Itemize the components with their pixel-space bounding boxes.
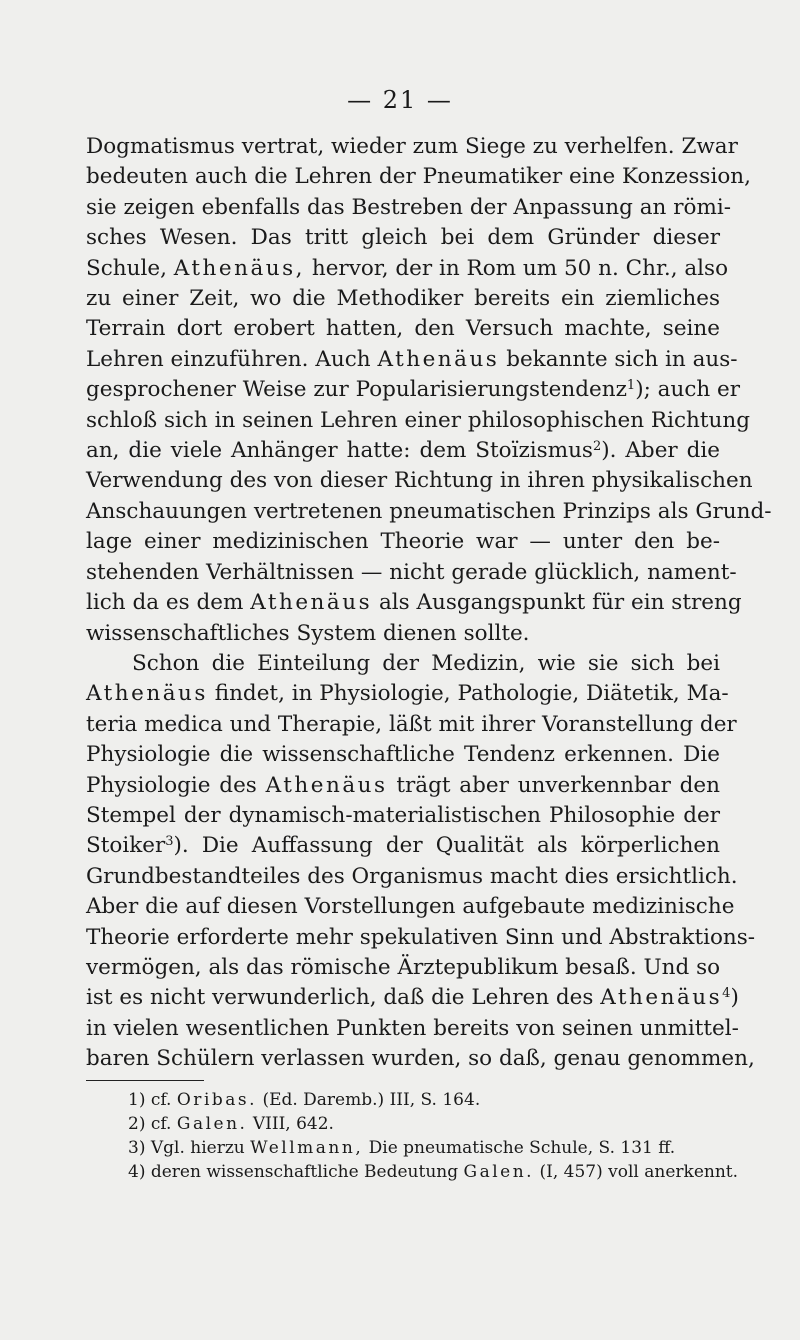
text-line: Verwendung des von dieser Richtung in ihren physikalischen: [86, 468, 753, 494]
footnote: 2) cf. Galen. VIII, 642.: [128, 1114, 334, 1134]
spaced-name: Athenäus: [265, 772, 388, 798]
text-line: Lehren einzuführen. Auch Athenäus bekannte sich in aus-: [86, 346, 738, 372]
text-line: sie zeigen ebenfalls das Bestreben der Anpassung an römi-: [86, 194, 731, 220]
footnote: 3) Vgl. hierzu Wellmann, Die pneumatische Schule, S. 131 ff.: [128, 1138, 676, 1158]
text-line: Aber die auf diesen Vorstellungen aufgebaute medizinische: [86, 894, 735, 920]
text-line: Stoiker$^3$). Die Auffassung der Qualität als körperlichen: [86, 833, 720, 859]
paragraph-1: [86, 132, 772, 649]
footnote-ref: 1: [626, 378, 636, 394]
footnote: 1) cf. Oribas. (Ed. Daremb.) III, S. 164.: [128, 1090, 481, 1110]
spaced-name: Galen.: [176, 1114, 248, 1134]
footnote-divider: [86, 1080, 204, 1081]
spaced-name: Wellmann,: [250, 1138, 364, 1158]
spaced-name: Athenäus: [86, 681, 208, 707]
text-line: teria medica und Therapie, läßt mit ihrer Voranstellung der: [86, 711, 737, 737]
spaced-name: Galen.: [463, 1162, 535, 1182]
text-line: in vielen wesentlichen Punkten bereits von seinen unmittel-: [86, 1015, 739, 1041]
text-line: Athenäus findet, in Physiologie, Pathologie, Diätetik, Ma-: [86, 681, 729, 707]
text-line: Terrain dort erobert hatten, den Versuch machte, seine: [86, 316, 720, 342]
text-line: Physiologie die wissenschaftliche Tendenz erkennen. Die: [86, 742, 720, 768]
text-line: Grundbestandteiles des Organismus macht dies ersichtlich.: [86, 863, 738, 889]
text-line: lage einer medizinischen Theorie war — unter den be-: [86, 529, 720, 555]
spaced-name: Athenäus: [250, 590, 373, 616]
text-line: baren Schülern verlassen wurden, so daß, genau genommen,: [86, 1046, 755, 1072]
text-line: Stempel der dynamisch-materialistischen Philosophie der: [86, 802, 720, 828]
paragraph-2: [86, 649, 756, 1075]
text-line: Schon die Einteilung der Medizin, wie sie sich bei: [132, 650, 720, 676]
text-line: vermögen, als das römische Ärztepublikum besaß. Und so: [86, 954, 721, 980]
text-line: bedeuten auch die Lehren der Pneumatiker eine Konzession,: [86, 164, 751, 190]
text-line: zu einer Zeit, wo die Methodiker bereits ein ziemliches: [86, 286, 720, 312]
text-line: Anschauungen vertretenen pneumatischen Prinzips als Grund-: [86, 498, 772, 524]
footnote-ref: 2: [592, 439, 602, 455]
text-line: wissenschaftliches System dienen sollte.: [86, 620, 530, 646]
text-line: ist es nicht verwunderlich, daß die Lehren des Athenäus$^4$): [86, 985, 739, 1011]
text-line: gesprochener Weise zur Popularisierungstendenz$^1$); auch er: [86, 377, 741, 403]
text-line: Dogmatismus vertrat, wieder zum Siege zu verhelfen. Zwar: [86, 134, 738, 159]
spaced-name: Athenäus: [600, 985, 723, 1011]
page-number: — 21 —: [347, 86, 453, 114]
text-line: Schule, Athenäus, hervor, der in Rom um 50 n. Chr., also: [86, 255, 729, 281]
footnote-ref: 3: [165, 834, 174, 850]
text-line: an, die viele Anhänger hatte: dem Stoïzismus$^2$). Aber die: [86, 438, 721, 464]
footnote: 4) deren wissenschaftliche Bedeutung Galen. (I, 457) voll anerkennt.: [128, 1162, 739, 1182]
text-line: Physiologie des Athenäus trägt aber unverkennbar den: [86, 772, 720, 798]
spaced-name: Oribas.: [176, 1090, 258, 1110]
text-line: stehenden Verhältnissen — nicht gerade glücklich, nament-: [86, 559, 737, 585]
spaced-name: Athenäus,: [173, 255, 305, 281]
footnotes: [128, 1088, 739, 1184]
text-line: lich da es dem Athenäus als Ausgangspunkt für ein streng: [86, 590, 742, 616]
text-line: schloß sich in seinen Lehren einer philosophischen Richtung: [86, 407, 750, 433]
text-line: sches Wesen. Das tritt gleich bei dem Gründer dieser: [86, 225, 720, 251]
footnote-ref: 4: [722, 986, 731, 1002]
body-text: [86, 132, 772, 1075]
text-line: Theorie erforderte mehr spekulativen Sinn und Abstraktions-: [86, 924, 756, 950]
spaced-name: Athenäus: [377, 346, 500, 372]
